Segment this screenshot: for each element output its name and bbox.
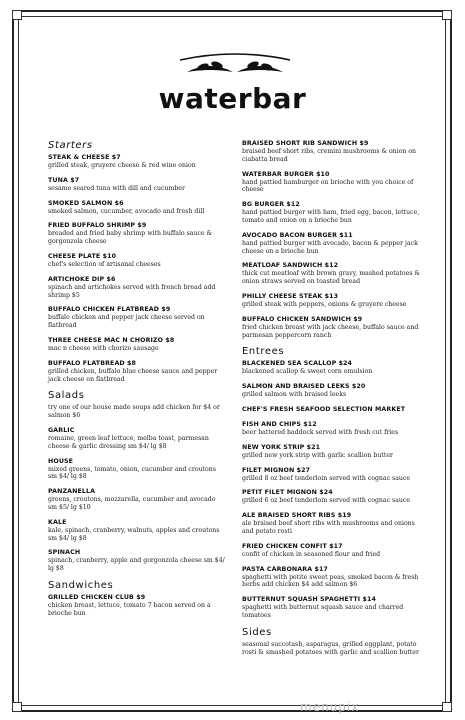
menu-item-description: grilled salmon with braised leeks <box>242 391 347 399</box>
menu-item-description: smoked salmon, cucumber, avocado and fresh dill <box>48 207 205 215</box>
menu-item-description: chef's selection of artisanal cheeses <box>48 260 161 268</box>
menu-item-name: PETIT FILET MIGNON $24 <box>242 489 333 497</box>
menu-item <box>242 543 424 559</box>
menu-item-description: sesame seared tuna with dill and cucumber <box>48 184 185 192</box>
menu-item <box>242 421 424 437</box>
menu-item <box>48 549 226 573</box>
salads-list <box>48 427 226 573</box>
menu-item-description: grilled steak with peppers, onions & gruyere cheese <box>242 300 407 308</box>
menu-item-name: CHEF'S FRESH SEAFOOD SELECTION MARKET <box>242 405 406 413</box>
menu-item-name: ALE BRAISED SHORT RIBS $19 <box>242 512 352 520</box>
menu-item <box>48 253 226 269</box>
menu-item <box>242 201 424 225</box>
menu-item-description: confit of chicken in seasoned flour and fried <box>242 550 381 558</box>
starters-list <box>48 154 226 383</box>
menu-item-description: spaghetti with petite sweet peas, smoked bacon & fresh herbs add chicken $4 add salmon $6 <box>242 573 419 589</box>
menu-item <box>242 262 424 286</box>
menu-item-description: hand pattied burger with ham, fried egg, bacon, lettuce, tomato and onion on a brioche bun <box>242 209 420 224</box>
menu-item <box>48 594 226 618</box>
menu-item <box>242 444 424 460</box>
menu-item-description: thick cut meatloaf with brown gravy, mashed potatoes & onion straws served on toasted bread <box>242 270 420 286</box>
menu-item-description: hand pattied hamburger on brioche with you choice of cheese <box>242 178 414 194</box>
menu-item-description: grilled 8 oz beef tenderloin served with cognac sauce <box>242 474 411 482</box>
sandwiches-list-continued <box>242 140 424 339</box>
frame-corner <box>12 10 22 20</box>
menu-item-name: FILET MIGNON $27 <box>242 466 311 474</box>
menu-item-name: TUNA $7 <box>48 176 80 184</box>
menu-item <box>48 519 226 543</box>
salads-intro: try one of our house made soups add chicken for $4 or salmon $6 <box>48 404 220 420</box>
menu-item-name: WATERBAR BURGER $10 <box>242 170 330 178</box>
menu-item <box>48 306 226 330</box>
menu-item-description: spaghetti with butternut squash sauce and charred tomatoes <box>242 604 404 619</box>
menu-item-name: PASTA CARBONARA $17 <box>242 565 328 573</box>
menu-item-description: grilled steak, gruyere cheese & red wine onion <box>48 162 196 169</box>
menu-item-description: grilled chicken, buffalo blue cheese sauce and pepper jack cheese on flatbread <box>48 367 218 383</box>
menu-item <box>242 140 424 164</box>
menu-item <box>48 427 226 451</box>
menu-item-name: SPINACH <box>48 549 81 557</box>
watermark: menupix <box>300 700 360 714</box>
menu-item-name: ARTICHOKE DIP $6 <box>48 275 116 283</box>
menu-item <box>242 360 424 376</box>
menu-item <box>242 566 424 590</box>
menu-item-description: grilled new york strip with garlic scallion butter <box>242 451 393 459</box>
menu-item-description: greens, croutons, mozzarella, cucumber and avocado sm $5/ lg $10 <box>48 496 216 511</box>
menu-item <box>48 222 226 246</box>
entrees-list <box>242 360 424 619</box>
menu-item <box>48 337 226 353</box>
menu-item-description: mixed greens, tomato, onion, cucumber and croutons sm $4/ lg $8 <box>48 465 216 481</box>
menu-item-name: SALMON AND BRAISED LEEKS $20 <box>242 383 366 391</box>
menu-item <box>242 596 424 620</box>
menu-item <box>242 293 424 309</box>
menu-item <box>242 316 424 340</box>
menu-item-name: AVOCADO BACON BURGER $11 <box>242 231 353 239</box>
frame-corner <box>442 702 452 712</box>
menu-item-name: BUFFALO CHICKEN FLATBREAD $9 <box>48 306 171 314</box>
menu-item-name: BUTTERNUT SQUASH SPAGHETTI $14 <box>242 596 376 604</box>
menu-left-column <box>48 140 226 625</box>
section-title-starters: Starters <box>48 140 93 151</box>
menu-item-description: spinach, cranberry, apple and gorgonzola cheese sm $4/ lg $8 <box>48 557 225 573</box>
section-title-sandwiches: Sandwiches <box>48 579 114 591</box>
menu-item <box>242 383 424 399</box>
menu-item-name: BRAISED SHORT RIB SANDWICH $9 <box>242 140 369 147</box>
menu-item <box>242 467 424 483</box>
menu-item <box>242 512 424 536</box>
menu-item-name: CHEESE PLATE $10 <box>48 252 117 260</box>
menu-item-description: chicken breast, lettuce, tomato 7 bacon served on a brioche bun <box>48 601 211 617</box>
menu-item-description: buffalo chicken and pepper jack cheese served on flatbread <box>48 314 205 330</box>
menu-item-name: NEW YORK STRIP $21 <box>242 443 321 451</box>
menu-item-description: mac n cheese with chorizo sausage <box>48 344 159 352</box>
menu-item-description: kale, spinach, cranberry, walnuts, apples and croutons sm $4/ lg $8 <box>48 526 220 542</box>
menu-item <box>48 276 226 300</box>
menu-item-name: GRILLED CHICKEN CLUB $9 <box>48 593 146 601</box>
menu-item-name: THREE CHEESE MAC N CHORIZO $8 <box>48 336 175 344</box>
menu-item <box>242 171 424 195</box>
wheat-logo-icon <box>175 50 295 80</box>
menu-item-name: PHILLY CHEESE STEAK $13 <box>242 292 339 300</box>
menu-item <box>48 154 226 170</box>
menu-item-description: breaded and fried baby shrimp with buffalo sauce & gorgonzola cheese <box>48 230 213 246</box>
menu-item-name: FRIED BUFFALO SHRIMP $9 <box>48 222 147 230</box>
menu-item-description: fried chicken breast with jack cheese, buffalo sauce and parmesan peppercorn ranch <box>242 323 419 339</box>
menu-item-description: braised beef short ribs, cremini mushrooms & onion on ciabatta bread <box>242 148 417 163</box>
frame-corner <box>12 702 22 712</box>
menu-item-name: FISH AND CHIPS $12 <box>242 420 317 428</box>
menu-item <box>48 458 226 482</box>
menu-item-description: spinach and artichokes served with french bread add shrimp $5 <box>48 283 216 299</box>
menu-item <box>48 200 226 216</box>
menu-item-description: romaine, green leaf lettuce, melba toast, parmesan cheese & garlic dressing sm $4/ lg $8 <box>48 434 209 450</box>
sides-description: seasonal succotash, asparagus, grilled eggplant, potato rosti & smashed potatoes with garlic and scallion butter <box>242 640 419 656</box>
menu-item-description: grilled 6 oz beef tenderloin served with cognac sauce <box>242 497 411 505</box>
menu-item-name: SMOKED SALMON $6 <box>48 199 124 207</box>
menu-item-name: BUFFALO CHICKEN SANDWICH $9 <box>242 315 363 323</box>
menu-item-name: BUFFALO FLATBREAD $8 <box>48 359 136 367</box>
menu-item <box>48 488 226 512</box>
menu-item-name: FRIED CHICKEN CONFIT $17 <box>242 542 343 550</box>
menu-item-description: beer battered haddock served with fresh cut fries <box>242 428 399 436</box>
menu-item-name: KALE <box>48 518 67 526</box>
menu-item <box>242 489 424 505</box>
menu-item-name: GARLIC <box>48 426 75 434</box>
section-title-salads: Salads <box>48 390 85 402</box>
restaurant-title: waterbar <box>158 82 307 115</box>
sandwiches-list <box>48 594 226 618</box>
section-title-sides: Sides <box>242 626 272 638</box>
menu-item <box>48 177 226 193</box>
menu-item <box>242 406 424 414</box>
menu-item <box>48 360 226 384</box>
menu-item-description: hand pattied burger with avocado, bacon & pepper jack cheese on a brioche bun <box>242 239 418 255</box>
menu-item-name: HOUSE <box>48 457 74 465</box>
section-title-entrees: Entrees <box>242 346 285 358</box>
frame-corner <box>442 10 452 20</box>
menu-item-description: blackened scallop & sweet corn emulsion <box>242 368 373 376</box>
menu-item <box>242 232 424 256</box>
menu-right-column <box>242 140 424 656</box>
menu-item-name: MEATLOAF SANDWICH $12 <box>242 262 339 270</box>
menu-item-name: BG BURGER $12 <box>242 201 300 209</box>
menu-item-description: ale braised beef short ribs with mushrooms and onions and potato rosti <box>242 520 415 535</box>
menu-item-name: PANZANELLA <box>48 488 96 496</box>
menu-item-name: BLACKENED SEA SCALLOP $24 <box>242 360 353 368</box>
menu-item-name: STEAK & CHEESE $7 <box>48 154 121 161</box>
